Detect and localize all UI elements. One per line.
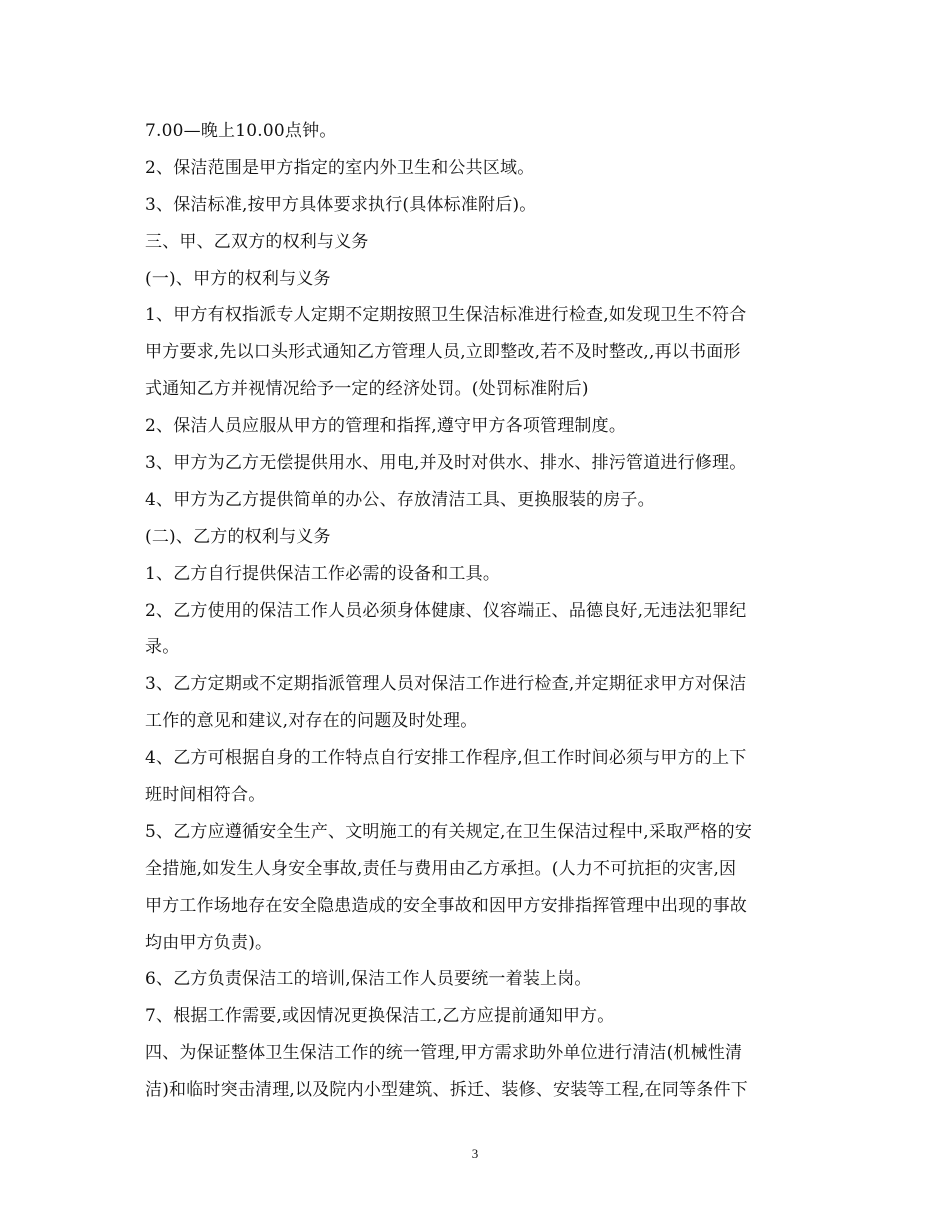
text-line: 2、乙方使用的保洁工作人员必须身体健康、仪容端正、品德良好,无违法犯罪纪 <box>145 600 747 621</box>
text-line: 2、保洁人员应服从甲方的管理和指挥,遵守甲方各项管理制度。 <box>145 416 627 437</box>
text-line: 7.00—晚上10.00点钟。 <box>145 121 337 141</box>
text-line: 5、乙方应遵循安全生产、文明施工的有关规定,在卫生保洁过程中,采取严格的安 <box>145 821 753 842</box>
text-line: 工作的意见和建议,对存在的问题及时处理。 <box>145 711 478 732</box>
section-heading: 三、甲、乙双方的权利与义务 <box>145 231 369 252</box>
text-line: 全措施,如发生人身安全事故,责任与费用由乙方承担。(人力不可抗拒的灾害,因 <box>145 858 737 879</box>
text-line: 4、甲方为乙方提供简单的办公、存放清洁工具、更换服装的房子。 <box>145 489 655 510</box>
text-line: 录。 <box>145 637 180 658</box>
text-line: 1、乙方自行提供保洁工作必需的设备和工具。 <box>145 563 501 584</box>
subsection-heading: (二)、乙方的权利与义务 <box>145 526 331 547</box>
text-line: 甲方要求,先以口头形式通知乙方管理人员,立即整改,若不及时整改,,再以书面形 <box>145 342 741 363</box>
section-heading: 四、为保证整体卫生保洁工作的统一管理,甲方需求助外单位进行清洁(机械性清 <box>145 1043 743 1064</box>
text-line: 6、乙方负责保洁工的培训,保洁工作人员要统一着装上岗。 <box>145 969 592 990</box>
text-line: 式通知乙方并视情况给予一定的经济处罚。(处罚标准附后) <box>145 379 589 400</box>
text-line: 甲方工作场地存在安全隐患造成的安全事故和因甲方安排指挥管理中出现的事故 <box>145 895 747 916</box>
text-line: 4、乙方可根据自身的工作特点自行安排工作程序,但工作时间必须与甲方的上下 <box>145 748 747 769</box>
text-line: 班时间相符合。 <box>145 785 266 806</box>
document-body <box>145 113 825 1109</box>
text-line: 1、甲方有权指派专人定期不定期按照卫生保洁标准进行检查,如发现卫生不符合 <box>145 305 747 326</box>
text-line: 3、甲方为乙方无偿提供用水、用电,并及时对供水、排水、排污管道进行修理。 <box>145 453 747 474</box>
text-line: 3、乙方定期或不定期指派管理人员对保洁工作进行检查,并定期征求甲方对保洁 <box>145 674 747 695</box>
text-line: 均由甲方负责)。 <box>145 932 273 953</box>
subsection-heading: (一)、甲方的权利与义务 <box>145 268 331 289</box>
text-line: 2、保洁范围是甲方指定的室内外卫生和公共区域。 <box>145 157 535 178</box>
text-line: 洁)和临时突击清理,以及院内小型建筑、拆迁、装修、安装等工程,在同等条件下 <box>145 1080 748 1101</box>
text-line: 7、根据工作需要,或因情况更换保洁工,乙方应提前通知甲方。 <box>145 1006 615 1027</box>
text-line: 3、保洁标准,按甲方具体要求执行(具体标准附后)。 <box>145 194 537 215</box>
page-number: 3 <box>471 1146 479 1161</box>
